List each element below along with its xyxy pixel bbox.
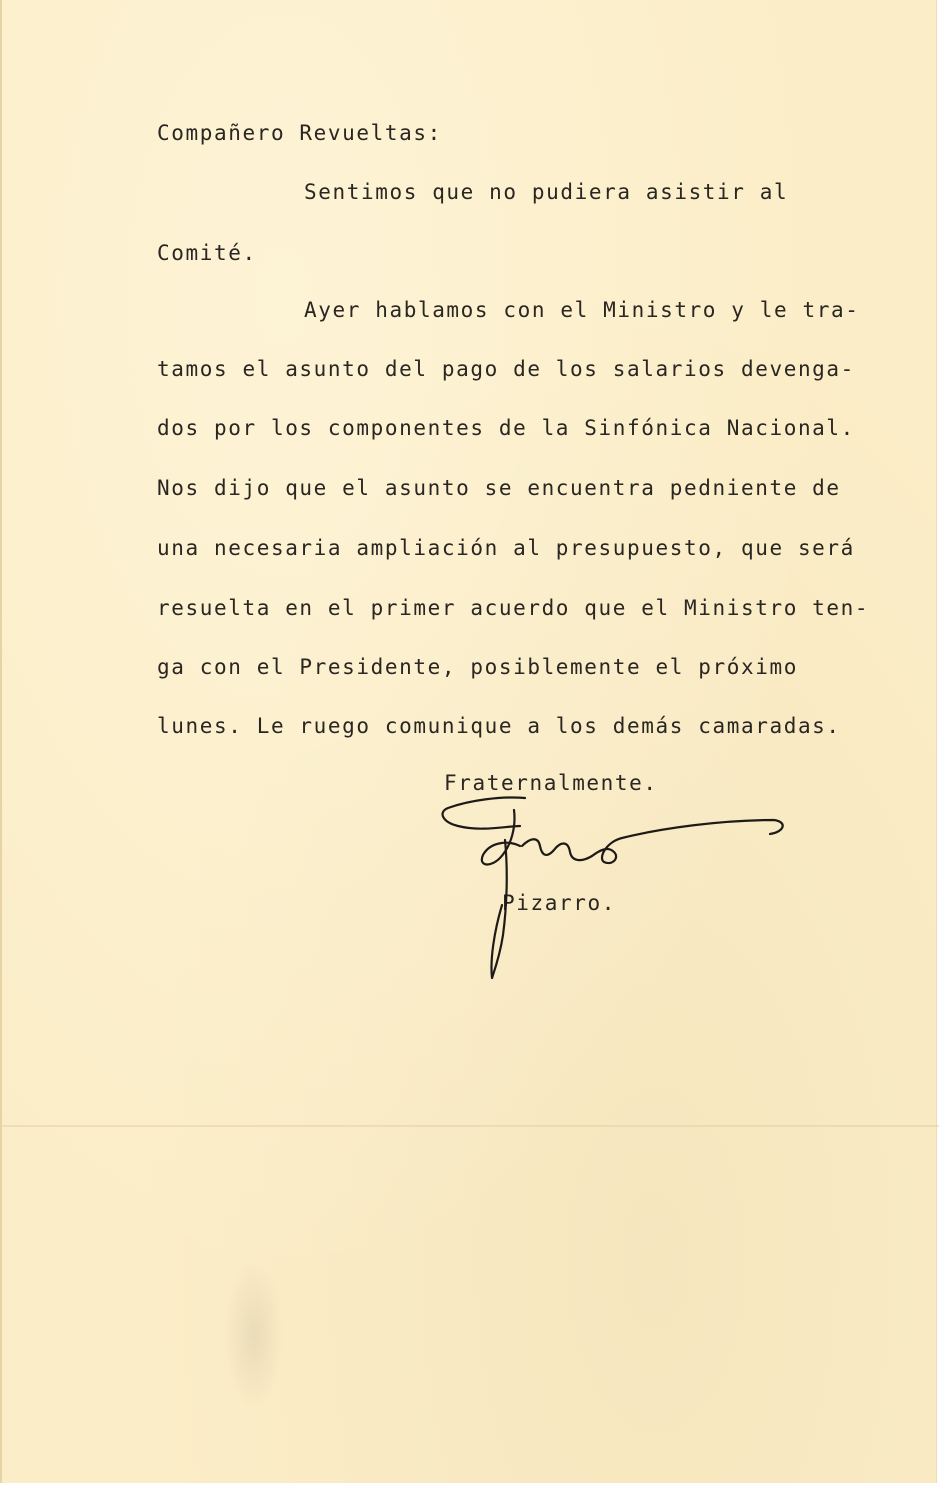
body-line: Comité. xyxy=(157,241,257,265)
body-line: dos por los componentes de la Sinfónica Nacional. xyxy=(157,416,855,440)
salutation: Compañero Revueltas: xyxy=(157,121,442,145)
body-line: Ayer hablamos con el Ministro y le tra- xyxy=(304,298,860,322)
paper-stain xyxy=(224,1260,284,1410)
body-line: Nos dijo que el asunto se encuentra pedniente de xyxy=(157,476,841,500)
closing: Fraternalmente. xyxy=(444,771,658,795)
body-line: una necesaria ampliación al presupuesto, que será xyxy=(157,536,855,560)
body-line: lunes. Le ruego comunique a los demás camaradas. xyxy=(157,714,841,738)
body-line: tamos el asunto del pago de los salarios devenga- xyxy=(157,357,855,381)
paper-fold-line xyxy=(2,1125,939,1127)
handwritten-signature xyxy=(2,0,939,1485)
body-line: ga con el Presidente, posiblemente el próximo xyxy=(157,655,798,679)
body-line: resuelta en el primer acuerdo que el Ministro ten- xyxy=(157,596,870,620)
signatory-name: Pizarro. xyxy=(502,891,616,915)
body-line: Sentimos que no pudiera asistir al xyxy=(304,180,789,204)
